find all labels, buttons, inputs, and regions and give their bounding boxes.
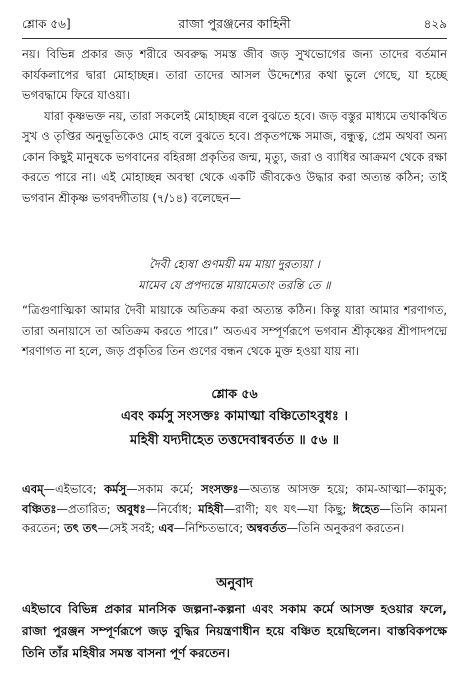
synonym-term: এব: [158, 521, 174, 535]
synonym-gloss: —রাণী; যৎ যৎ—যা কিছু;: [223, 501, 353, 516]
synonym-gloss: —প্রতারিত;: [56, 501, 117, 516]
synonym-term: বঞ্চিতঃ: [22, 501, 57, 516]
synonym-gloss: —অত্যন্ত আসক্ত হয়ে; কাম-আত্মা—কামুক;: [238, 482, 447, 496]
translation-section: [22, 598, 447, 664]
purport-paragraph-2: যারা কৃষ্ণভক্ত নয়, তারা সকলেই মোহাচ্ছন্ন বলে বুঝতে হবে। জড় বস্তুর মাধ্যমে তথাকথিত সুখ ও তৃপ্তির অনুভূতিকেও মোহ বলে বুঝতে হবে। প্রকৃতপক্ষে সমাজ, বন্ধুত্ব, প্রেম অথবা অন্য কোন কিছুই মানুষকে ভগবানের বহিরঙ্গা প্রকৃতির জন্ম, মৃত্যু, জরা ও ব্যাধির আক্রমণ থেকে রক্ষা করতে পারে না। এই মোহাচ্ছন্ন অবস্থা থেকে একটি জীবকেও উদ্ধার করা অত্যন্ত কঠিন; তাই ভগবান শ্রীকৃষ্ণ ভগবদ্গীতায় (৭/১৪) বলেছেন—: [22, 108, 447, 205]
synonym-gloss: —নিশ্চিতভাবে;: [173, 521, 247, 535]
purport-section: [22, 44, 447, 208]
purport-continuation: [22, 300, 447, 362]
verse-line-2: মহিষী যদ্যদীহেত তত্তদেবান্ববর্তত ॥ ৫৬ ॥: [129, 433, 340, 448]
synonym-term: সংসক্তঃ: [201, 482, 239, 496]
gita-quote-line-2: মামেব যে প্রপদ্যন্তে মায়ামেতাং তরন্তি তে ॥: [138, 278, 331, 292]
header-verse-ref: শ্লোক ৫৬]: [22, 17, 71, 31]
synonym-gloss: —নির্বোধ;: [145, 501, 199, 516]
verse-line-1: এবং কর্মসু সংসক্তঃ কামাত্মা বঞ্চিতোঽবুধঃ ।: [121, 409, 348, 424]
gita-quote: [22, 254, 447, 298]
header-title: রাজা পুরঞ্জনের কাহিনী: [178, 16, 291, 31]
running-header: [22, 14, 447, 39]
synonyms-section: [22, 480, 447, 539]
synonym-term: অন্ববর্তত: [246, 521, 287, 535]
purport-paragraph-3: “ত্রিগুণাত্মিকা আমার দৈবী মায়াকে অতিক্রম করা অত্যন্ত কঠিন। কিন্তু যারা আমার শরণাগত, তারা অনায়াসে তা অতিক্রম করতে পারে।” অতএব সম্পূর্ণরূপে ভগবান শ্রীকৃষ্ণের শ্রীপাদপদ্মে শরণাগত না হলে, জড় প্রকৃতির তিন গুণের বন্ধন থেকে মুক্ত হওয়া যায় না।: [22, 303, 447, 358]
synonym-term: এবম্: [22, 482, 44, 496]
synonyms-text: [22, 480, 447, 539]
translation-title: অনুবাদ: [216, 576, 253, 591]
verse-section: [22, 386, 447, 466]
synonym-term: ঈহেত: [352, 501, 380, 516]
purport-paragraph-1: নয়। বিভিন্ন প্রকার জড় শরীরে অবরুদ্ধ সমস্ত জীব জড় সুখভোগের জন্য তাদের বর্তমান কার্যকলাপের দ্বারা মোহাচ্ছন্ন। তারা তাদের আসল উদ্দেশ্যের কথা ভুলে গেছে, যা হচ্ছে ভগবদ্ধামে ফিরে যাওয়া।: [22, 47, 447, 102]
synonym-gloss: —সকাম কর্মে;: [126, 482, 202, 496]
synonym-gloss: —তিনি কামনা করতেন;: [22, 501, 447, 535]
verse-heading: শ্লোক ৫৬: [211, 386, 258, 401]
synonym-term: তৎ তৎ: [64, 521, 98, 535]
synonym-term: কর্মসু: [104, 482, 127, 496]
synonym-term: মহিষী: [198, 501, 224, 516]
translation-heading-block: [22, 574, 447, 594]
synonym-gloss: —এইভাবে;: [43, 482, 105, 496]
synonym-gloss: —সেই সবই;: [97, 521, 159, 535]
gita-quote-line-1: দৈবী হ্যেষা গুণময়ী মম মায়া দুরত্যয়া ।: [149, 257, 320, 271]
translation-text: এইভাবে বিভিন্ন প্রকার মানসিক জল্পনা-কল্পনা এবং সকাম কর্মে আসক্ত হওয়ার ফলে, রাজা পুরঞ্জন সম্পূর্ণরূপে জড় বুদ্ধির নিয়ন্ত্রণাধীন হয়ে বঞ্চিত হয়েছিলেন। বাস্তবিকপক্ষে তিনি তাঁর মহিষীর সমস্ত বাসনা পূর্ণ করতেন।: [22, 602, 447, 660]
synonym-gloss: —তিনি অনুকরণ করতেন।: [286, 521, 405, 535]
synonym-term: অবুধঃ: [116, 501, 146, 516]
page-number: ৪২৯: [423, 17, 447, 31]
